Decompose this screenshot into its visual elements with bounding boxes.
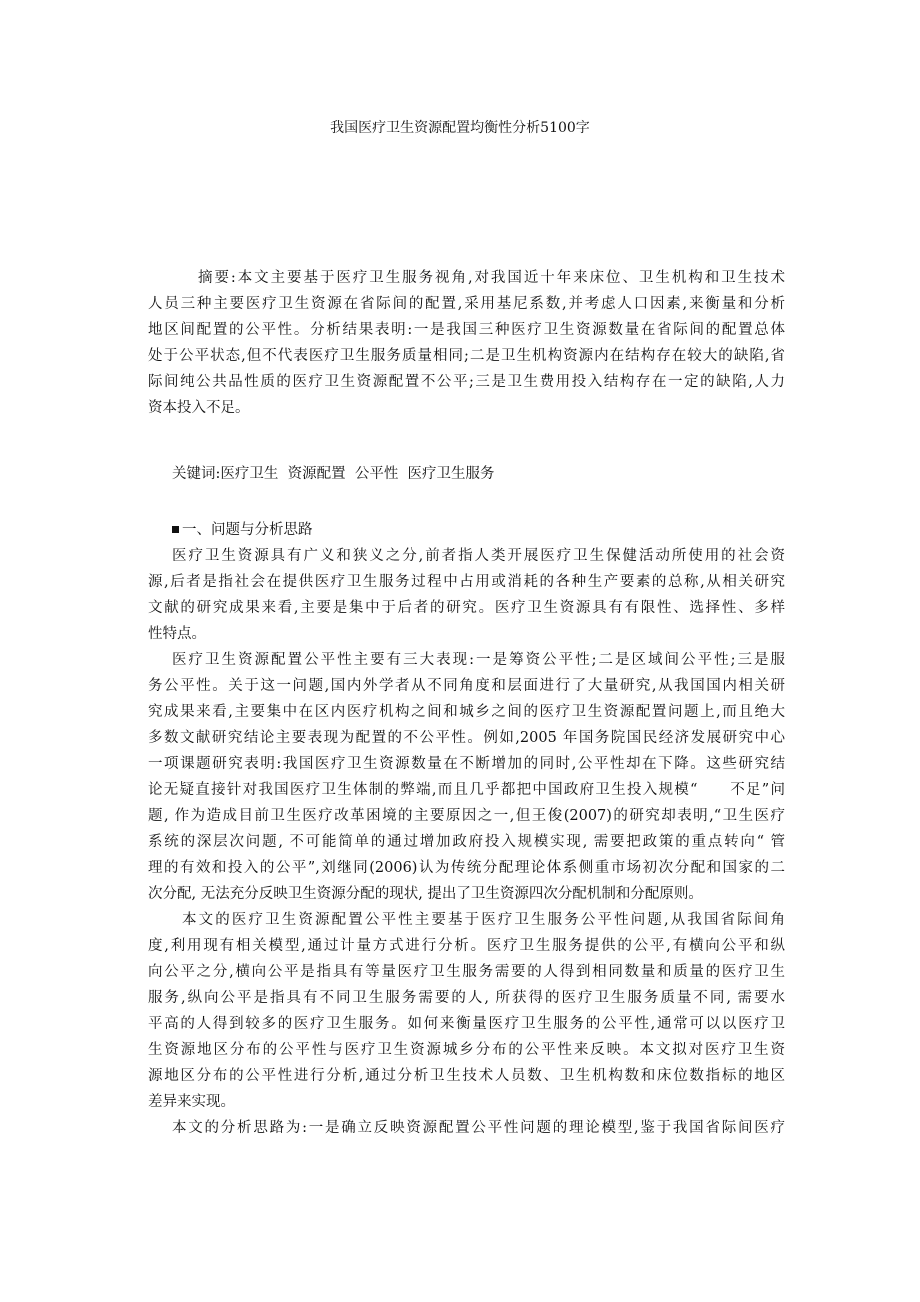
abstract <box>148 265 785 421</box>
section-heading <box>148 517 785 543</box>
paragraph-line: 源地区分布的公平性进行分析,通过分析卫生技术人员数、卫生机构数和床位数指标的地区 <box>148 1068 785 1084</box>
section-1 <box>148 517 785 1141</box>
keywords <box>148 461 785 487</box>
paragraph-line: 生资源地区分布的公平性与医疗卫生资源城乡分布的公平性来反映。本文拟对医疗卫生资 <box>148 1042 785 1058</box>
paragraph-line: 医疗卫生资源具有广义和狭义之分,前者指人类开展医疗卫生保健活动所使用的社会资 <box>172 548 785 564</box>
paragraph-line: 源,后者是指社会在提供医疗卫生服务过程中占用或消耗的各种生产要素的总称,从相关研究 <box>148 574 785 590</box>
paragraph-line: 服务,纵向公平是指具有不同卫生服务需要的人, 所获得的医疗卫生服务质量不同, 需要水 <box>148 990 785 1006</box>
paragraph-line: 多数文献研究结论主要表现为配置的不公平性。例如,2005 年国务院国民经济发展研究中心 <box>148 730 785 746</box>
paragraph-line: 本文的医疗卫生资源配置公平性主要基于医疗卫生服务公平性问题,从我国省际间角 <box>182 912 785 928</box>
section-heading-text: 一、问题与分析思路 <box>182 522 313 538</box>
paragraph-line: 次分配, 无法充分反映卫生资源分配的现状, 提出了卫生资源四次分配机制和分配原则。 <box>148 886 703 902</box>
bullet-icon <box>172 526 179 533</box>
abstract-line: 摘要:本文主要基于医疗卫生服务视角,对我国近十年来床位、卫生机构和卫生技术 <box>198 270 785 286</box>
paragraph-line: 一项课题研究表明:我国医疗卫生资源数量在不断增加的同时,公平性却在下降。这些研究结 <box>148 756 785 772</box>
paragraph-line: 系统的深层次问题, 不可能简单的通过增加政府投入规模实现, 需要把政策的重点转向“ 管 <box>148 834 785 850</box>
paragraph-line: 本文的分析思路为:一是确立反映资源配置公平性问题的理论模型,鉴于我国省际间医疗 <box>172 1120 785 1136</box>
paragraph-line: 务公平性。关于这一问题,国内外学者从不同角度和层面进行了大量研究,从我国国内相关研 <box>148 678 785 694</box>
paragraph-line: 究成果来看,主要集中在区内医疗机构之间和城乡之间的医疗卫生资源配置问题上,而且绝大 <box>148 704 785 720</box>
paragraph-line: 度,利用现有相关模型,通过计量方式进行分析。医疗卫生服务提供的公平,有横向公平和纵 <box>148 938 785 954</box>
abstract-line: 际间纯公共品性质的医疗卫生资源配置不公平;三是卫生费用投入结构存在一定的缺陷,人力 <box>148 374 785 390</box>
paragraph-line: 平高的人得到较多的医疗卫生服务。如何来衡量医疗卫生服务的公平性,通常可以以医疗卫 <box>148 1016 785 1032</box>
paragraph-line: 文献的研究成果来看,主要是集中于后者的研究。医疗卫生资源具有有限性、选择性、多样 <box>148 600 785 616</box>
paragraph-line: 性特点。 <box>148 626 206 642</box>
paragraph-line: 题, 作为造成目前卫生医疗改革困境的主要原因之一,但王俊(2007)的研究却表明,“卫生医疗 <box>148 808 785 824</box>
abstract-line: 地区间配置的公平性。分析结果表明:一是我国三种医疗卫生资源数量在省际间的配置总体 <box>148 322 785 338</box>
abstract-line: 处于公平状态,但不代表医疗卫生服务质量相同;二是卫生机构资源内在结构存在较大的缺陷,省 <box>148 348 785 364</box>
abstract-line: 资本投入不足。 <box>148 400 250 416</box>
paragraph-line: 论无疑直接针对我国医疗卫生体制的弊端,而且几乎都把中国政府卫生投入规模“ 不足”问 <box>148 782 785 798</box>
paragraph-line: 医疗卫生资源配置公平性主要有三大表现:一是筹资公平性;二是区域间公平性;三是服 <box>172 652 785 668</box>
paragraph-line: 理的有效和投入的公平”,刘继同(2006)认为传统分配理论体系侧重市场初次分配和国家的二 <box>148 860 785 876</box>
keywords-text: 关键词:医疗卫生 资源配置 公平性 医疗卫生服务 <box>172 466 495 482</box>
paragraph-line: 差异来实现。 <box>148 1094 235 1110</box>
document-title: 我国医疗卫生资源配置均衡性分析5100字 <box>330 120 590 136</box>
abstract-line: 人员三种主要医疗卫生资源在省际间的配置,采用基尼系数,并考虑人口因素,来衡量和分析 <box>148 296 785 312</box>
paragraph-line: 向公平之分,横向公平是指具有等量医疗卫生服务需要的人得到相同数量和质量的医疗卫生 <box>148 964 785 980</box>
